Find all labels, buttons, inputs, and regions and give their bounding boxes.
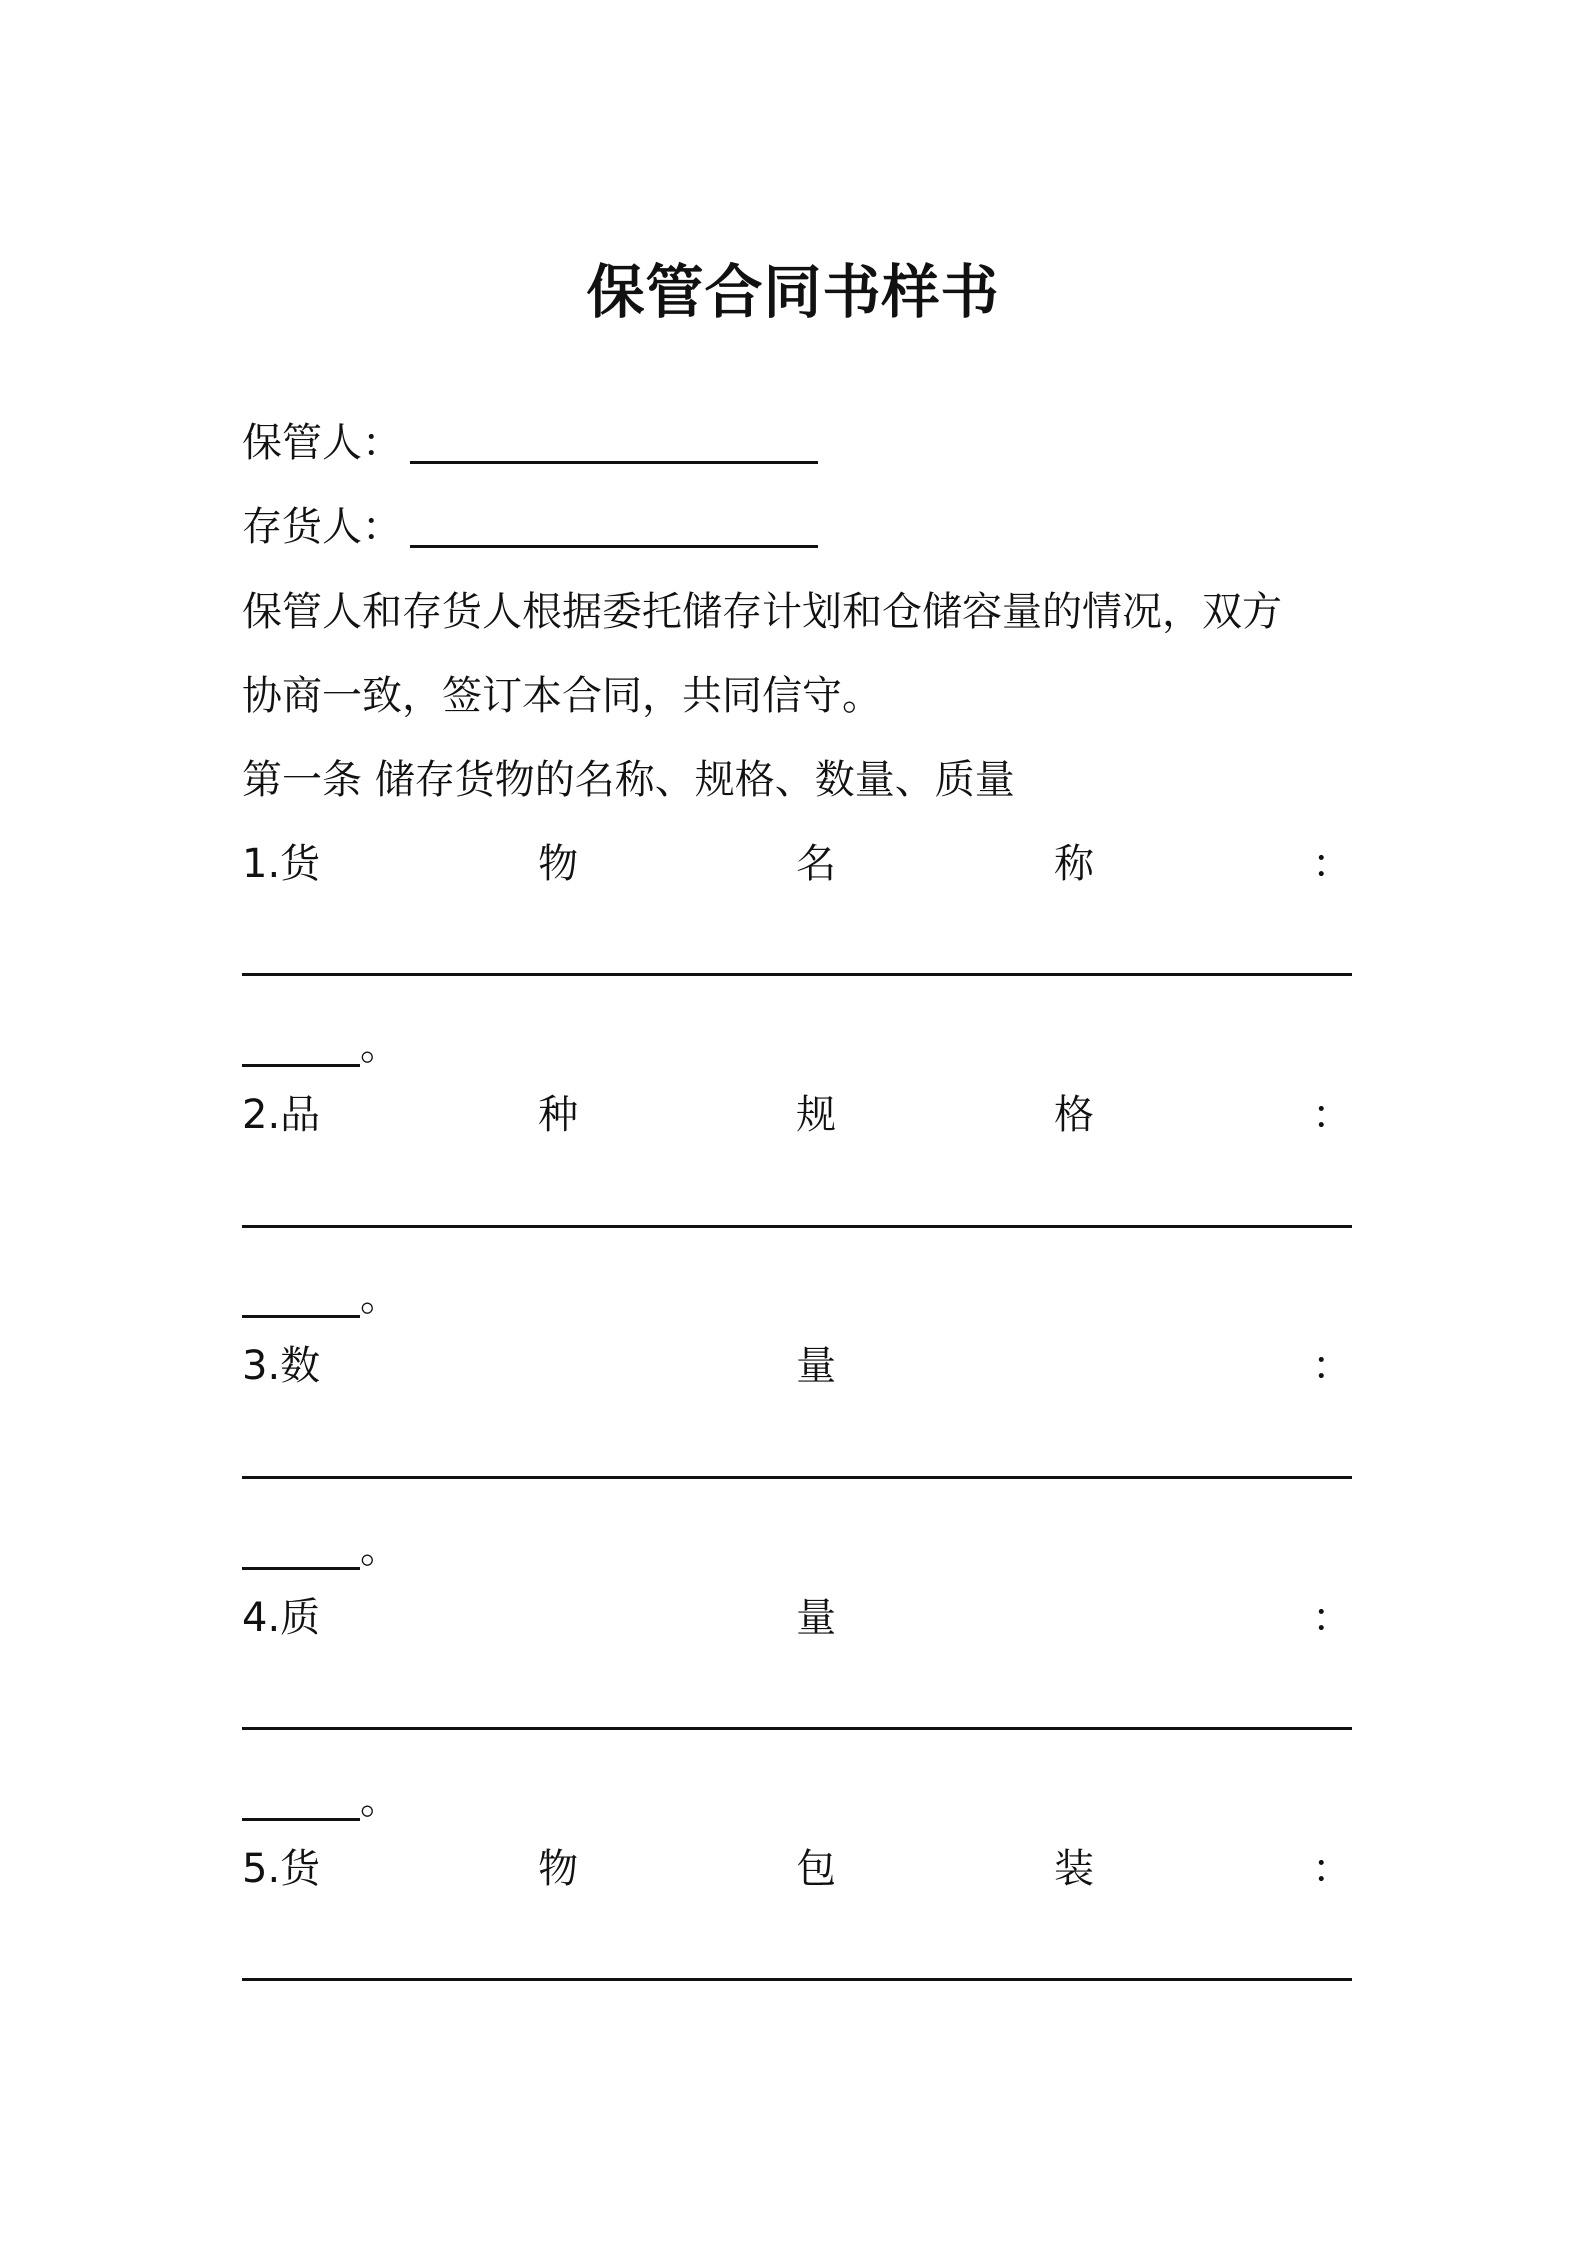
item-1-char: 名 [796,841,837,887]
depositor-label: 存货人： [242,504,402,550]
intro-line-1: 保管人和存货人根据委托储存计划和仓储容量的情况，双方 [242,589,1282,635]
item-5-char: 包 [796,1846,837,1892]
intro-line-2: 协商一致，签订本合同，共同信守。 [242,673,882,719]
item-4-fill-stub [242,1778,360,1821]
depositor-line [242,499,1352,555]
item-3-char: 量 [796,1343,837,1389]
item-1-char: 称 [1054,841,1095,887]
item-3-fill-stub [242,1527,360,1570]
item-3-label [242,1338,1352,1394]
item-2-char: ： [1311,1092,1352,1138]
item-5-char: ： [1311,1846,1352,1892]
item-2-fill-stub [242,1275,360,1318]
item-2-char: 格 [1054,1092,1095,1138]
item-4-char: 量 [796,1595,837,1641]
item-1-fill-end [242,1018,400,1074]
item-3-end-mark: 。 [360,1526,400,1572]
item-3-char: 3.数 [242,1343,321,1389]
item-5-char: 物 [538,1846,579,1892]
item-2-fill-line [242,1225,1352,1228]
item-5-label [242,1841,1352,1897]
item-4-fill-end [242,1772,400,1828]
item-5-fill-line [242,1978,1352,1981]
item-2-end-mark: 。 [360,1274,400,1320]
item-1-fill-line [242,973,1352,976]
item-1-char: 1.货 [242,841,321,887]
keeper-blank [410,421,818,464]
item-2-char: 种 [538,1092,579,1138]
item-1-label [242,836,1352,892]
item-3-char: ： [1311,1343,1352,1389]
depositor-blank [410,505,818,548]
item-2-label [242,1087,1352,1143]
item-4-end-mark: 。 [360,1777,400,1823]
item-5-char: 装 [1054,1846,1095,1892]
item-3-fill-line [242,1476,1352,1479]
item-4-fill-line [242,1727,1352,1730]
item-4-label [242,1590,1352,1646]
item-1-char: 物 [538,841,579,887]
item-1-fill-stub [242,1024,360,1067]
document-title: 保管合同书样书 [586,258,1000,326]
item-2-char: 规 [796,1092,837,1138]
item-2-char: 2.品 [242,1092,321,1138]
keeper-label: 保管人： [242,420,402,466]
item-3-fill-end [242,1521,400,1577]
keeper-line [242,415,1352,471]
item-1-char: ： [1311,841,1352,887]
item-5-char: 5.货 [242,1846,321,1892]
item-4-char: ： [1311,1595,1352,1641]
item-1-end-mark: 。 [360,1023,400,1069]
item-2-fill-end [242,1269,400,1325]
item-4-char: 4.质 [242,1595,321,1641]
article-1-heading: 第一条 储存货物的名称、规格、数量、质量 [242,757,1015,803]
